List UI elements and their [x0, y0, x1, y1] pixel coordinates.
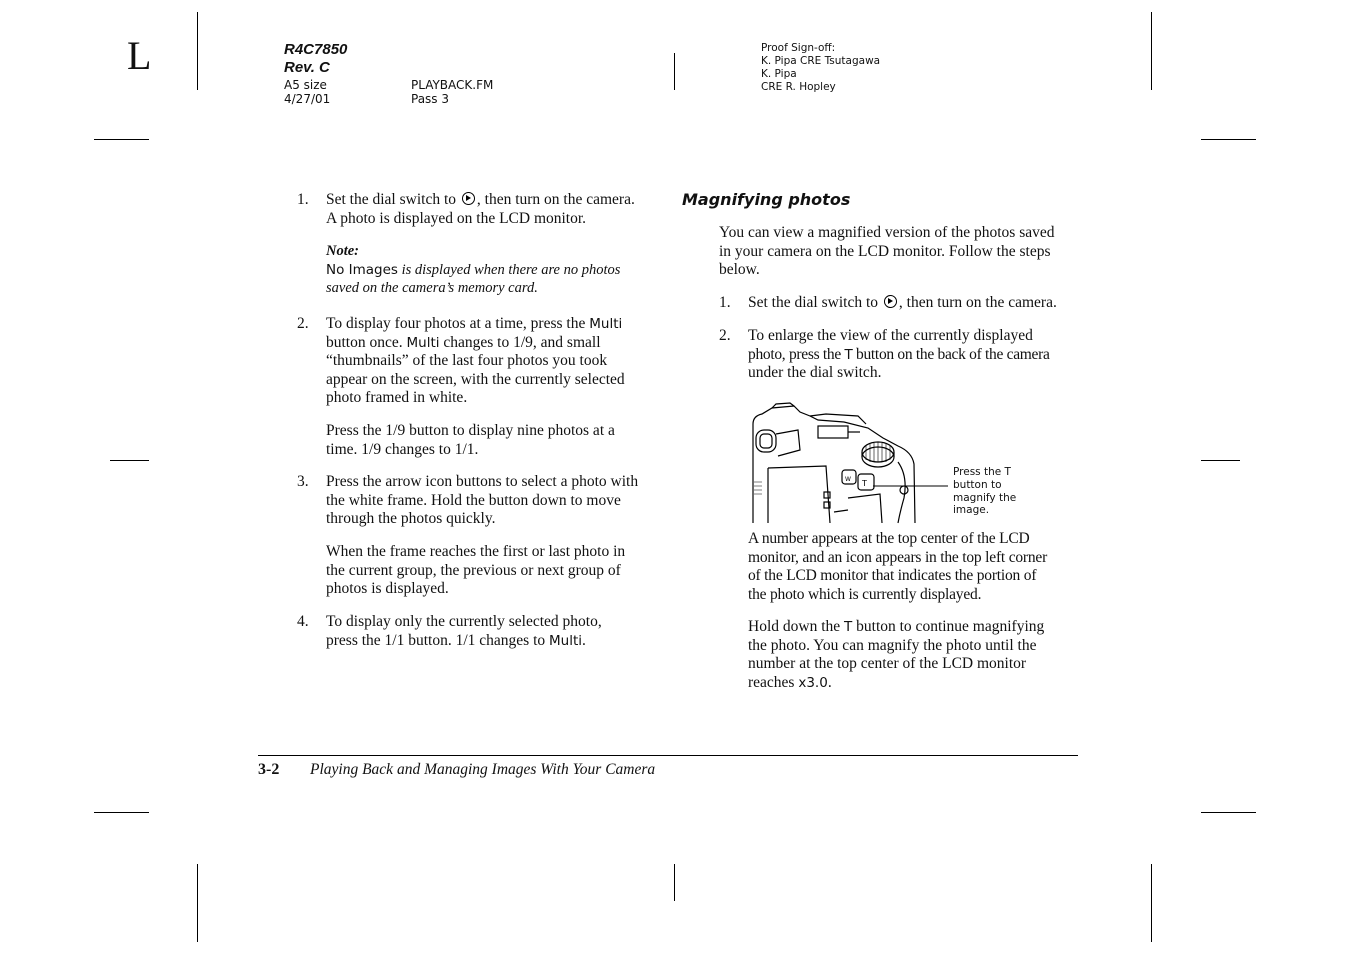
- text: changes to 1/9, and small: [439, 333, 601, 351]
- playback-mode-icon: [462, 192, 475, 205]
- text: A number appears at the top center of the LCD: [748, 530, 1030, 547]
- text: magnify the: [953, 491, 1017, 504]
- text: button on the back of the camera: [852, 345, 1050, 363]
- text: , then turn on the camera.: [476, 191, 635, 208]
- text: image.: [953, 504, 990, 517]
- crop-mark: [197, 864, 198, 942]
- t-button-label: T: [844, 346, 853, 363]
- text: button to: [953, 478, 1002, 491]
- chapter-title: Playing Back and Managing Images With Your Camera: [310, 761, 656, 778]
- step-1-text: [326, 191, 635, 228]
- paper-size: A5 size: [284, 78, 327, 92]
- text: You can view a magnified version of the photos saved: [719, 224, 1055, 241]
- text: Hold down the: [748, 618, 845, 635]
- text: through the photos quickly.: [326, 510, 496, 527]
- text: Press the arrow icon buttons to select a photo with: [326, 473, 639, 490]
- step-number: 3.: [297, 473, 309, 490]
- footer-rule: [258, 755, 1078, 756]
- crop-mark: [1151, 864, 1152, 942]
- text: below.: [719, 261, 760, 278]
- text: reaches: [748, 673, 799, 691]
- text: photos is displayed.: [326, 580, 449, 597]
- magnify-limit-paragraph: [748, 618, 1044, 692]
- multi-button-label: Multi: [549, 632, 582, 649]
- text: Press the T: [953, 466, 1011, 478]
- text: in your camera on the LCD monitor. Follow the steps: [719, 242, 1051, 260]
- note-label: Note:: [326, 243, 360, 259]
- crop-mark: [1201, 460, 1240, 461]
- text: A photo is displayed on the LCD monitor.: [326, 209, 587, 227]
- text: , then turn on the camera.: [898, 294, 1057, 311]
- crop-mark: [674, 53, 675, 90]
- revision: Rev. C: [284, 59, 330, 76]
- text: photo, press the: [748, 345, 845, 363]
- model-number: R4C7850: [284, 41, 348, 58]
- text: “thumbnails” of the last four photos you took: [326, 352, 608, 369]
- multi-button-label: Multi: [589, 316, 623, 332]
- text: under the dial switch.: [748, 364, 882, 381]
- step-3-extra: [326, 543, 625, 599]
- text: Set the dial switch to: [326, 191, 457, 208]
- step-number: 2.: [297, 315, 309, 332]
- step-number: 1.: [719, 294, 731, 311]
- text: number at the top center of the LCD monitor: [748, 655, 1027, 672]
- text: When the frame reaches the first or last photo in: [326, 543, 626, 560]
- section-heading: Magnifying photos: [682, 190, 851, 209]
- step-number: 4.: [297, 613, 309, 630]
- camera-back-illustration: [748, 402, 948, 524]
- multi-button-label: Multi: [406, 334, 440, 351]
- text: the photo which is currently displayed.: [748, 585, 982, 603]
- step-number: 2.: [719, 327, 731, 344]
- text: .: [827, 673, 832, 691]
- proof-line: K. Pipa: [761, 68, 797, 80]
- crop-mark: [674, 864, 675, 901]
- playback-mode-icon: [884, 295, 897, 308]
- text: To display only the currently selected photo,: [326, 613, 602, 630]
- step-2-text: [326, 315, 625, 408]
- proof-signoff: [761, 42, 880, 94]
- lcd-info-paragraph: [748, 530, 1047, 604]
- mag-step-2-text: [748, 327, 1050, 383]
- crop-mark: [110, 460, 149, 461]
- text: saved on the camera’s memory card.: [326, 280, 538, 296]
- svg-text:W: W: [845, 476, 851, 483]
- text: To display four photos at a time, press the: [326, 315, 590, 332]
- crop-mark: [1201, 139, 1256, 140]
- crop-mark: [94, 812, 149, 813]
- step-number: 1.: [297, 191, 309, 208]
- crop-mark: [94, 139, 149, 140]
- date: 4/27/01: [284, 92, 331, 106]
- svg-text:T: T: [862, 479, 867, 488]
- text: .: [582, 631, 586, 649]
- crop-mark: [197, 12, 198, 90]
- illustration-callout: [953, 466, 1016, 517]
- text: Set the dial switch to: [748, 294, 879, 311]
- t-button-label: T: [844, 619, 853, 635]
- step-4-text: [326, 613, 602, 650]
- margin-letter: L: [127, 33, 152, 78]
- text: button to continue magnifying: [852, 618, 1045, 635]
- page-number: 3-2: [258, 761, 280, 778]
- text: the white frame. Hold the button down to move: [326, 491, 621, 509]
- crop-mark: [1201, 812, 1256, 813]
- proof-line: Proof Sign-off:: [761, 42, 836, 54]
- text: the current group, the previous or next group of: [326, 561, 621, 579]
- text: press the 1/1 button. 1/1 changes to: [326, 631, 549, 649]
- text: photo framed in white.: [326, 389, 468, 406]
- zoom-value: x3.0: [798, 674, 828, 691]
- mag-step-1-text: [748, 294, 1057, 313]
- crop-mark: [1151, 12, 1152, 90]
- intro-paragraph: [719, 224, 1054, 280]
- step-3-text: [326, 473, 638, 529]
- text: monitor, and an icon appears in the top left corner: [748, 548, 1048, 566]
- file-name: PLAYBACK.FM: [411, 78, 494, 92]
- step-2-extra: [326, 422, 615, 459]
- text: To enlarge the view of the currently displayed: [748, 327, 1033, 344]
- proof-line: CRE R. Hopley: [761, 81, 836, 93]
- note-block: [326, 242, 620, 298]
- text: is displayed when there are no photos: [397, 261, 621, 278]
- text: Press the 1/9 button to display nine photos at a: [326, 422, 615, 439]
- text: button once.: [326, 333, 407, 351]
- proof-line: K. Pipa CRE Tsutagawa: [761, 55, 881, 67]
- text: time. 1/9 changes to 1/1.: [326, 440, 479, 458]
- pass-number: Pass 3: [411, 92, 450, 106]
- text: of the LCD monitor that indicates the portion of: [748, 567, 1037, 584]
- text: the photo. You can magnify the photo until the: [748, 636, 1037, 654]
- text: appear on the screen, with the currently selected: [326, 370, 625, 388]
- no-images-label: No Images: [326, 261, 398, 278]
